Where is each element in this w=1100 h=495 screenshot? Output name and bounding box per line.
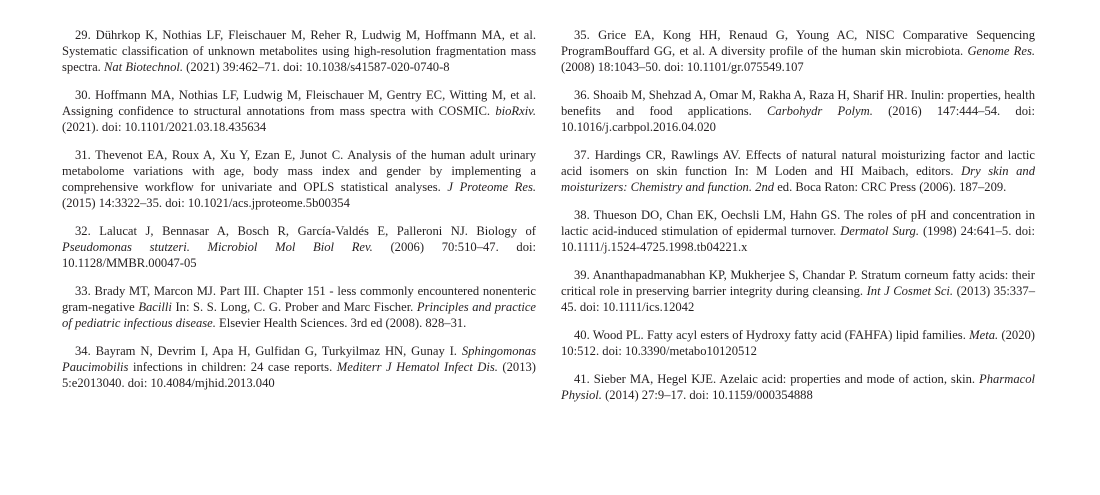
reference-text: (2013) 35:337–45. doi: 10.1111/ics.12042 bbox=[561, 284, 1035, 314]
reference-text: 39. Ananthapadmanabhan KP, Mukherjee S, Chandar P. Stratum corneum fatty acids: their critical role in preserving barrier integrity during cleansing. bbox=[561, 268, 1035, 298]
reference-entry bbox=[561, 371, 1035, 403]
reference-italic-text: Int J Cosmet Sci. bbox=[866, 284, 954, 298]
reference-text: 30. Hoffmann MA, Nothias LF, Ludwig M, Fleischauer M, Gentry EC, Witting M, et al. Assigning confidence to structural annotations from mass spectra with COSMIC. bbox=[62, 88, 536, 118]
reference-text: infections in children: 24 case reports. bbox=[128, 360, 337, 374]
reference-entry bbox=[62, 223, 536, 271]
reference-text: 31. Thevenot EA, Roux A, Xu Y, Ezan E, Junot C. Analysis of the human adult urinary metabolome variations with age, body mass index and gender by implementing a comprehensive workflow for univariate and OPLS statistical analyses. bbox=[62, 148, 536, 194]
reference-text: 41. Sieber MA, Hegel KJE. Azelaic acid: properties and mode of action, skin. bbox=[574, 372, 980, 386]
reference-text: 38. Thueson DO, Chan EK, Oechsli LM, Hahn GS. The roles of pH and concentration in lactic acid-induced stimulation of epidermal turnover. bbox=[561, 208, 1035, 238]
reference-text: 35. Grice EA, Kong HH, Renaud G, Young AC, NISC Comparative Sequencing ProgramBouffard GG, et al. A diversity profile of the human skin microbiota. bbox=[561, 28, 1035, 58]
reference-text: (1998) 24:641–5. doi: 10.1111/j.1524-4725.1998.tb04221.x bbox=[561, 224, 1035, 254]
reference-italic-text: Meta. bbox=[969, 328, 999, 342]
reference-italic-text: J Proteome Res. bbox=[447, 180, 537, 194]
reference-text: 32. Lalucat J, Bennasar A, Bosch R, García-Valdés E, Palleroni NJ. Biology of bbox=[75, 224, 536, 238]
reference-italic-text: Pharmacol Physiol. bbox=[561, 372, 1035, 402]
reference-entry bbox=[62, 343, 536, 391]
reference-entry bbox=[561, 27, 1035, 75]
reference-text: 37. Hardings CR, Rawlings AV. Effects of natural natural moisturizing factor and lactic acid isomers on skin function In: M Loden and HI Maibach, editors. bbox=[561, 148, 1035, 178]
reference-text: (2021). doi: 10.1101/2021.03.18.435634 bbox=[62, 120, 267, 134]
reference-text: (2014) 27:9–17. doi: 10.1159/000354888 bbox=[601, 388, 813, 402]
reference-entry bbox=[62, 27, 536, 75]
reference-italic-text: Nat Biotechnol. bbox=[103, 60, 184, 74]
reference-column-left bbox=[62, 27, 536, 403]
reference-text: (2006) 70:510–47. doi: 10.1128/MMBR.00047-05 bbox=[62, 240, 536, 270]
reference-text: (2013) 5:e2013040. doi: 10.4084/mjhid.2013.040 bbox=[62, 360, 536, 390]
reference-text: ed. Boca Raton: CRC Press (2006). 187–209. bbox=[774, 180, 1007, 194]
reference-text: 34. Bayram N, Devrim I, Apa H, Gulfidan G, Turkyilmaz HN, Gunay I. bbox=[75, 344, 462, 358]
reference-text: (2016) 147:444–54. doi: 10.1016/j.carbpol.2016.04.020 bbox=[561, 104, 1036, 134]
reference-text: 40. Wood PL. Fatty acyl esters of Hydroxy fatty acid (FAHFA) lipid families. bbox=[574, 328, 970, 342]
reference-entry bbox=[62, 87, 536, 135]
reference-text: 36. Shoaib M, Shehzad A, Omar M, Rakha A, Raza H, Sharif HR. Inulin: properties, health benefits and food applications. bbox=[561, 88, 1035, 118]
reference-text: (2020) 10:512. doi: 10.3390/metabo10120512 bbox=[561, 328, 1036, 358]
reference-text: 33. Brady MT, Marcon MJ. Part III. Chapter 151 - less commonly encountered nonenteric gram-negative bbox=[62, 284, 536, 314]
reference-text: (2015) 14:3322–35. doi: 10.1021/acs.jproteome.5b00354 bbox=[62, 196, 350, 210]
reference-italic-text: Carbohydr Polym. bbox=[767, 104, 873, 118]
reference-entry bbox=[561, 147, 1035, 195]
reference-italic-text: Bacilli bbox=[138, 300, 172, 314]
reference-text: (2008) 18:1043–50. doi: 10.1101/gr.075549.107 bbox=[561, 60, 804, 74]
reference-italic-text: Dermatol Surg. bbox=[840, 224, 919, 238]
reference-column-right bbox=[561, 27, 1035, 415]
reference-entry bbox=[561, 267, 1035, 315]
reference-entry bbox=[561, 87, 1035, 135]
reference-entry bbox=[561, 207, 1035, 255]
reference-text: In: S. S. Long, C. G. Prober and Marc Fischer. bbox=[171, 300, 417, 314]
reference-text: 29. Dührkop K, Nothias LF, Fleischauer M, Reher R, Ludwig M, Hoffmann MA, et al. Systematic classification of unknown metabolites using high-resolution fragmentation mass spectra. bbox=[62, 28, 536, 74]
reference-entry bbox=[561, 327, 1035, 359]
reference-italic-text: Sphingomonas Paucimobilis bbox=[62, 344, 536, 374]
reference-entry bbox=[62, 147, 536, 211]
reference-italic-text: Pseudomonas stutzeri. Microbiol Mol Biol Rev. bbox=[62, 240, 373, 254]
reference-italic-text: Dry skin and moisturizers: Chemistry and function. 2nd bbox=[561, 164, 1035, 194]
reference-italic-text: Genome Res. bbox=[967, 44, 1035, 58]
reference-entry bbox=[62, 283, 536, 331]
reference-italic-text: Principles and practice of pediatric infectious disease. bbox=[62, 300, 536, 330]
reference-italic-text: bioRxiv. bbox=[495, 104, 536, 118]
reference-italic-text: Mediterr J Hematol Infect Dis. bbox=[336, 360, 498, 374]
reference-text: Elsevier Health Sciences. 3rd ed (2008). 828–31. bbox=[215, 316, 467, 330]
reference-text: (2021) 39:462–71. doi: 10.1038/s41587-020-0740-8 bbox=[183, 60, 450, 74]
